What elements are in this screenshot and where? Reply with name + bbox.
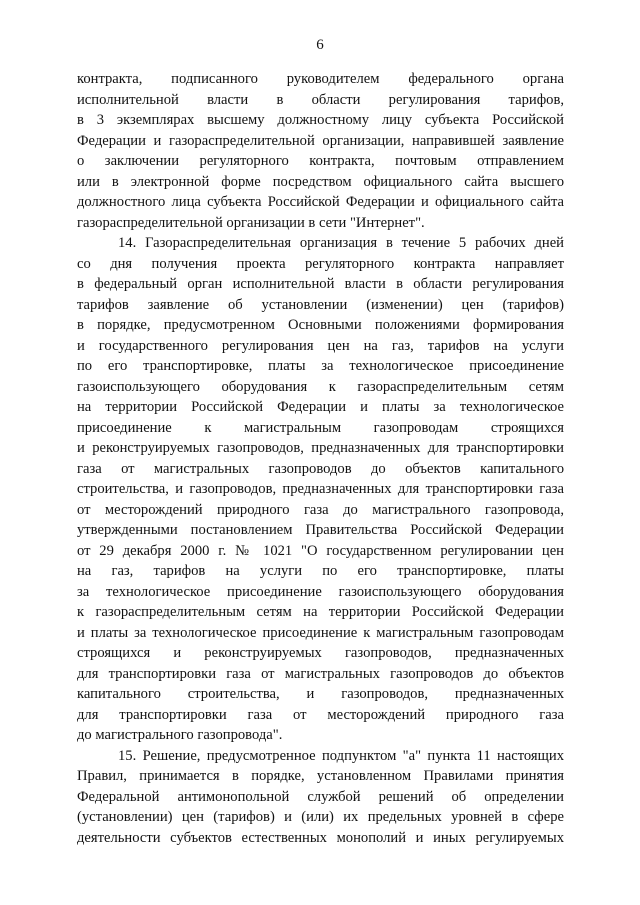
text-line: по его транспортировке, платы за технологическое присоединение (77, 358, 564, 374)
text-line: контракта, подписанного руководителем федерального органа (77, 71, 564, 87)
text-line: до магистрального газопровода". (77, 727, 283, 743)
text-line: о заключении регуляторного контракта, почтовым отправлением (77, 153, 564, 169)
text-line: в 3 экземплярах высшему должностному лицу субъекта Российской (77, 112, 564, 128)
text-line: от месторождений природного газа до магистрального газопровода, (77, 501, 564, 518)
text-line: деятельности субъектов естественных монополий и иных регулируемых (77, 829, 564, 846)
text-line: в федеральный орган исполнительной власти в области регулирования (77, 276, 564, 292)
text-line: Федерации и газораспределительной организации, направившей заявление (77, 132, 564, 149)
text-line: газа от магистральных газопроводов до объектов капитального (77, 460, 564, 477)
text-line: (установлении) цен (тарифов) и (или) их предельных уровней в сфере (77, 809, 564, 825)
text-line: и государственного регулирования цен на газ, тарифов на услуги (77, 337, 564, 354)
text-line: со дня получения проекта регуляторного контракта направляет (77, 255, 564, 272)
text-line: строящихся и реконструируемых газопроводов, предназначенных (77, 645, 564, 661)
text-line: за технологическое присоединение газоиспользующего оборудования (77, 583, 564, 600)
text-line: от 29 декабря 2000 г. № 1021 "О государственном регулировании цен (77, 542, 564, 559)
text-line: или в электронной форме посредством официального сайта высшего (77, 173, 564, 190)
text-line: исполнительной власти в области регулирования тарифов, (77, 91, 564, 108)
text-line: в порядке, предусмотренном Основными положениями формирования (77, 317, 564, 333)
document-body (77, 69, 564, 848)
text-line: Правил, принимается в порядке, установленном Правилами принятия (77, 768, 564, 784)
text-line: на территории Российской Федерации и платы за технологическое (77, 399, 564, 415)
text-line: присоединение к магистральным газопроводам строящихся (77, 419, 564, 436)
text-line: газоиспользующего оборудования к газораспределительным сетям (77, 378, 564, 395)
text-line: тарифов заявление об установлении (изменении) цен (тарифов) (77, 296, 564, 313)
text-line: 14. Газораспределительная организация в течение 5 рабочих дней (118, 235, 564, 251)
text-line: капитального строительства, и газопроводов, предназначенных (77, 686, 564, 702)
text-line: и платы за технологическое присоединение к магистральным газопроводам (77, 624, 564, 641)
text-line: Федеральной антимонопольной службой решений об определении (77, 788, 564, 805)
text-line: к газораспределительным сетям на территории Российской Федерации (77, 604, 564, 620)
text-line: на газ, тарифов на услуги по его транспортировке, платы (77, 563, 564, 579)
page-number: 6 (316, 37, 324, 53)
text-line: строительства, и газопроводов, предназначенных для транспортировки газа (77, 481, 564, 497)
text-line: 15. Решение, предусмотренное подпунктом "а" пункта 11 настоящих (118, 747, 564, 764)
text-line: для транспортировки газа от магистральных газопроводов до объектов (77, 665, 564, 682)
text-line: газораспределительной организации в сети "Интернет". (77, 214, 425, 231)
text-line: и реконструируемых газопроводов, предназначенных для транспортировки (77, 440, 564, 456)
text-line: для транспортировки газа от месторождений природного газа (77, 706, 564, 723)
text-line: должностного лица субъекта Российской Федерации и официального сайта (77, 194, 564, 210)
text-line: утвержденными постановлением Правительства Российской Федерации (77, 522, 564, 538)
